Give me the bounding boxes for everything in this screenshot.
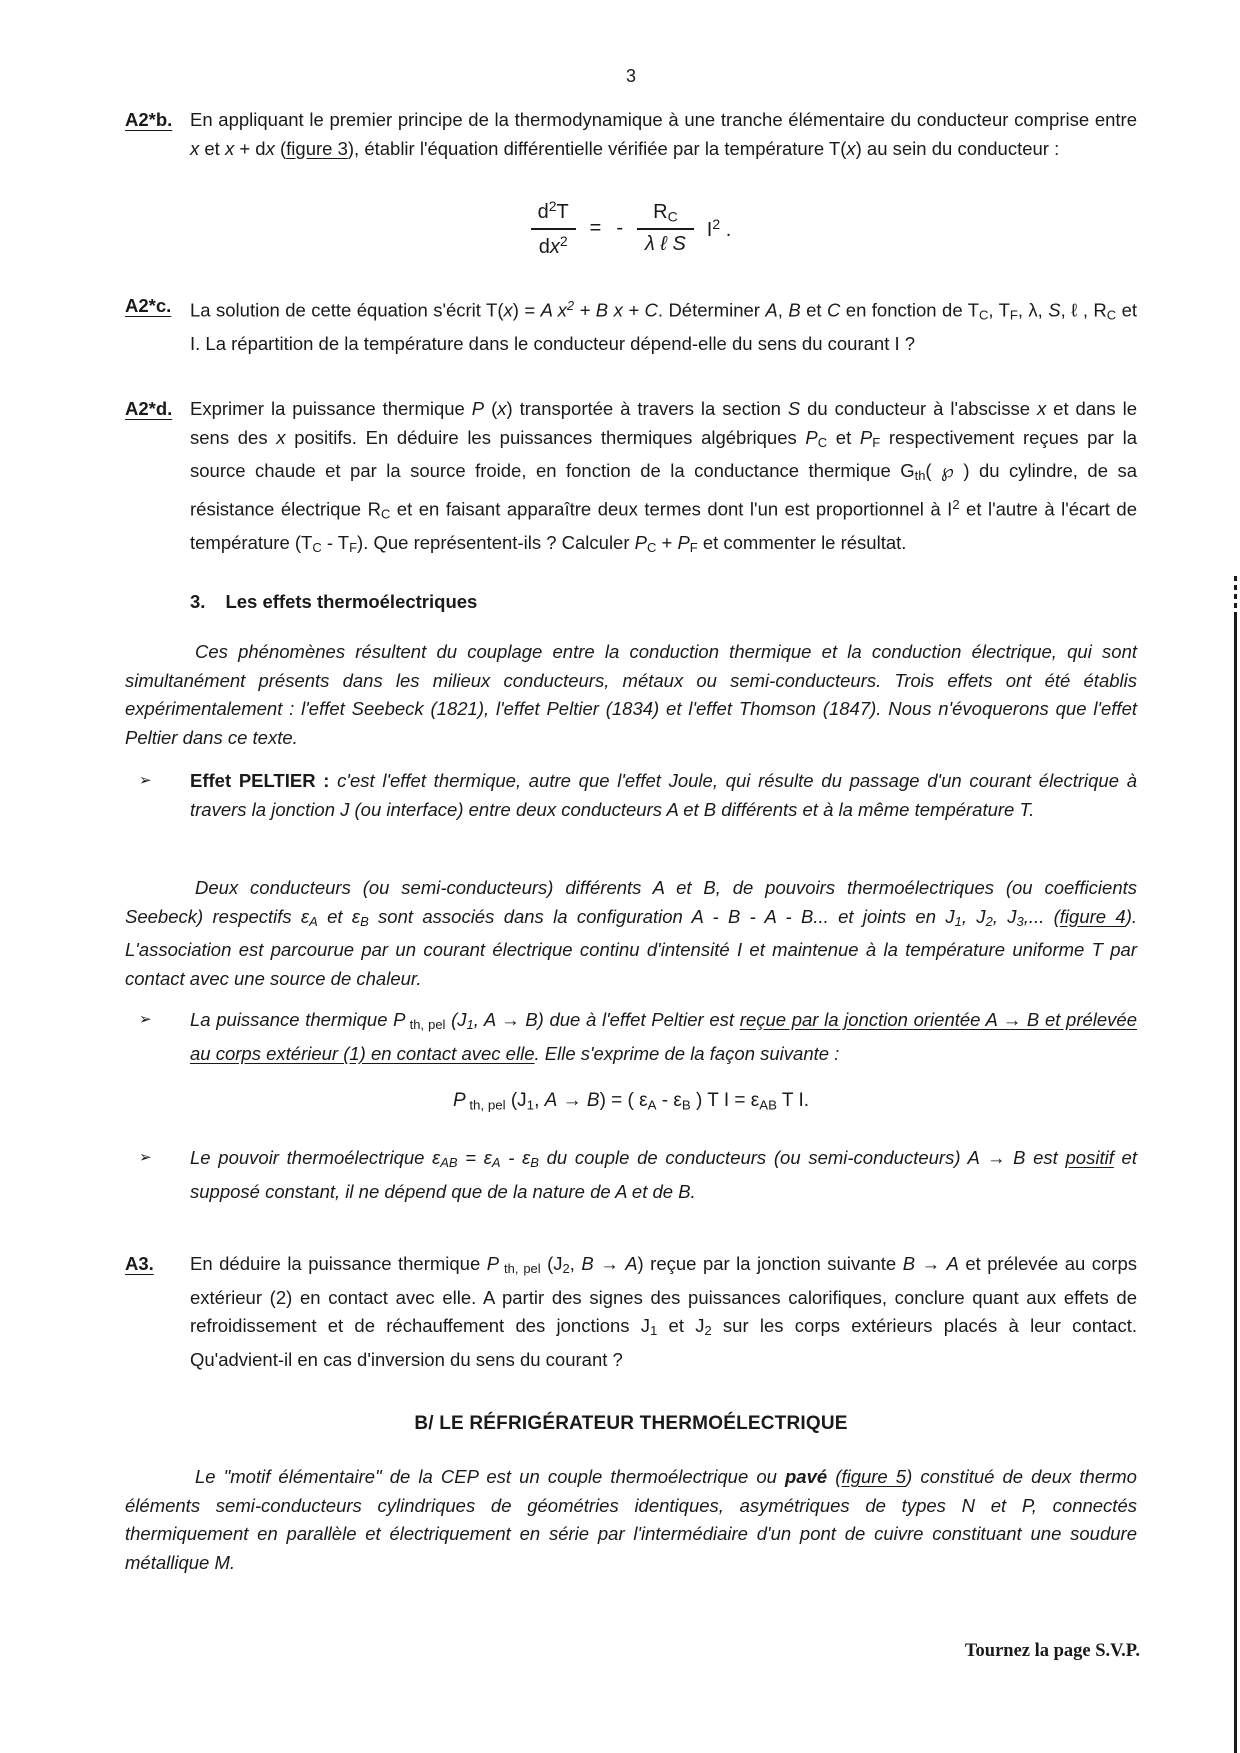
pave-paragraph xyxy=(125,1463,1137,1577)
text-run: B xyxy=(581,1253,594,1274)
question-a2c-text xyxy=(190,292,1137,359)
peltier-effect-bullet xyxy=(125,767,1137,824)
text-run: → xyxy=(593,1253,626,1274)
text-run: La puissance thermique xyxy=(190,1009,394,1030)
text-run: Effet PELTIER : xyxy=(190,770,338,791)
text-run: 2 xyxy=(985,913,993,929)
text-run: x xyxy=(276,426,286,448)
text-run: 2 xyxy=(562,1261,570,1277)
equals-sign: = xyxy=(589,217,602,239)
text-run: sur les corps extérieurs placés à leur contact. Qu'advient-il en cas d'inversion du sens du courant ? xyxy=(190,1315,1137,1370)
text-run: AB xyxy=(759,1097,777,1113)
text-run: x xyxy=(265,137,275,159)
text-run: ). L'association est parcourue par un courant électrique continu d'intensité I et maintenue à la température uniforme T par contact avec une source de chaleur. xyxy=(125,905,1138,989)
text-run: P xyxy=(471,398,485,419)
text-run: F xyxy=(349,540,358,556)
text-run: et I. La répartition de la température dans le conducteur dépend-elle du sens du courant I ? xyxy=(190,299,1138,355)
bullet-arrow-icon: ➢ xyxy=(139,772,152,789)
text-run: , xyxy=(569,1253,582,1274)
thermoelectric-coefficient-bullet xyxy=(125,1144,1137,1206)
text-run: P xyxy=(634,532,647,554)
text-run: 1 xyxy=(650,1323,658,1339)
text-run: th, pel xyxy=(465,1097,506,1113)
fraction-RC-lambda-l-S xyxy=(637,201,694,257)
text-run: 3 xyxy=(1016,913,1024,929)
fraction-denominator xyxy=(531,228,576,259)
question-a2c-label: A2*c. xyxy=(125,295,172,316)
text-run: positifs. En déduire les puissances thermiques algébriques xyxy=(285,426,806,448)
text-run: , A → B) due à l'effet Peltier est xyxy=(473,1009,740,1030)
text-run: P xyxy=(486,1253,500,1274)
text-run: 2 xyxy=(704,1323,712,1339)
text-run: Le pouvoir thermoélectrique ε xyxy=(190,1147,441,1168)
text-run: C xyxy=(312,540,322,556)
text-run: et ε xyxy=(317,905,361,927)
text-run: F xyxy=(689,540,698,556)
text-run: , ℓ , R xyxy=(1060,299,1107,321)
text-run: C xyxy=(667,208,678,225)
text-run: , λ, xyxy=(1017,299,1049,321)
text-run: th, pel xyxy=(405,1017,446,1033)
text-run: et xyxy=(800,299,827,321)
section-3-number: 3. xyxy=(190,591,206,612)
text-run: ,... ( xyxy=(1023,905,1060,927)
text-run: ( xyxy=(827,1466,842,1487)
peltier-effect-text xyxy=(190,767,1137,824)
text-run: En appliquant le premier principe de la thermodynamique à une tranche élémentaire du conducteur comprise entre xyxy=(190,109,1137,130)
text-run: sont associés dans la configuration A - B - A - B... et joints en J xyxy=(368,905,955,927)
text-run: En déduire la puissance thermique xyxy=(190,1253,487,1274)
text-run: B xyxy=(902,1253,916,1274)
bullet-arrow-icon: ➢ xyxy=(139,1011,152,1028)
text-run: ) au sein du conducteur : xyxy=(855,137,1060,159)
text-run: B xyxy=(530,1155,539,1171)
text-run: 1 xyxy=(526,1097,535,1113)
text-run: A xyxy=(946,1253,959,1274)
text-run: A xyxy=(309,913,318,929)
equation-heat-conduction xyxy=(125,198,1137,259)
text-run: Exprimer la puissance thermique xyxy=(190,398,472,419)
text-run: . xyxy=(720,218,732,241)
text-run: B xyxy=(788,299,801,321)
text-run: T I. xyxy=(777,1090,810,1111)
text-run: - ε xyxy=(656,1090,682,1111)
question-a3-label: A3. xyxy=(125,1253,154,1274)
thermoelectric-coefficient-text xyxy=(190,1144,1137,1206)
text-run: figure 3 xyxy=(286,137,348,159)
text-run: Deux conducteurs (ou semi-conducteurs) différents A et B, de pouvoirs thermoélectriques (ou coefficients Seebeck) respectifs ε xyxy=(125,877,1137,927)
text-run: S xyxy=(1048,299,1061,321)
text-run: A xyxy=(765,299,778,321)
text-run: et commenter le résultat. xyxy=(697,532,907,554)
text-run: ), établir l'équation différentielle vérifiée par la température T( xyxy=(347,137,847,159)
page-number: 3 xyxy=(625,66,636,86)
text-run: 2 xyxy=(952,496,960,512)
text-run: du conducteur à l'abscisse xyxy=(800,398,1037,419)
text-run: + xyxy=(656,532,678,554)
text-run: (J xyxy=(540,1253,563,1274)
conductors-paragraph xyxy=(125,874,1137,993)
text-run: , xyxy=(777,299,789,321)
text-run: et J xyxy=(657,1315,705,1337)
text-run: . Déterminer xyxy=(657,299,766,321)
question-a2d xyxy=(125,395,1137,563)
text-run: x xyxy=(190,137,200,159)
text-run: et prélevée au corps extérieur (2) en contact avec elle. A partir des signes des puissances calorifiques, conclure quant aux effets de refroidissement et de réchauffement des jonctions J xyxy=(190,1253,1138,1337)
text-run: (J xyxy=(445,1009,467,1030)
text-run: - ε xyxy=(500,1147,531,1168)
fraction-d2T-dx2 xyxy=(531,198,576,259)
text-run: , J xyxy=(992,905,1017,927)
text-run: ( xyxy=(484,398,498,419)
question-a2d-label: A2*d. xyxy=(125,398,173,419)
text-run: , xyxy=(534,1090,545,1111)
text-run: x xyxy=(846,137,856,159)
text-run: figure 4 xyxy=(1059,905,1126,927)
text-run: F xyxy=(872,434,881,450)
text-run: = ε xyxy=(457,1147,492,1168)
text-run: A xyxy=(544,1090,558,1111)
text-run: C xyxy=(817,434,828,450)
minus-sign: - xyxy=(616,217,624,239)
text-run: B xyxy=(681,1097,691,1113)
scan-edge-dashed-line xyxy=(1234,576,1237,614)
fraction-denominator xyxy=(637,228,694,256)
text-run: th xyxy=(914,468,926,484)
question-a2d-text xyxy=(190,395,1137,563)
text-run: A xyxy=(491,1155,501,1171)
text-run: x xyxy=(549,236,560,258)
text-run: ( xyxy=(274,137,287,159)
text-run: ) transportée à travers la section xyxy=(506,398,788,419)
text-run: 2 xyxy=(566,298,575,313)
text-run: C xyxy=(647,540,657,556)
fraction-numerator xyxy=(532,198,575,228)
text-run: 2 xyxy=(559,233,568,249)
text-run: - T xyxy=(321,532,350,554)
question-a3-text xyxy=(190,1250,1137,1374)
text-run: th, pel xyxy=(499,1261,541,1277)
section-3-heading xyxy=(190,588,1137,617)
text-run: La solution de cette équation s'écrit T( xyxy=(190,299,504,321)
text-run: T xyxy=(556,201,569,223)
text-run: B xyxy=(360,913,369,929)
text-run: ) constitué de deux thermo éléments semi-conducteurs cylindriques de géométries identiques, asymétriques de types N et P, connectés thermiquement en parallèle et électriquement en série par l'intermédiaire d'un pont de cuivre constituant une soudure métallique M. xyxy=(125,1466,1137,1573)
thermal-power-text xyxy=(190,1006,1137,1068)
fraction-numerator xyxy=(647,201,684,229)
text-run: , J xyxy=(961,905,986,927)
text-run: P xyxy=(677,532,690,554)
footer-turn-page: Tournez la page S.V.P. xyxy=(964,1641,1140,1661)
text-run: → xyxy=(557,1090,587,1111)
text-run: → xyxy=(915,1253,947,1274)
text-run: x xyxy=(497,398,507,419)
text-run: λ ℓ S xyxy=(645,233,686,256)
question-a2c xyxy=(125,292,1137,359)
question-a3 xyxy=(125,1250,1137,1374)
text-run: Ces phénomènes résultent du couplage entre la conduction thermique et la conduction électrique, qui sont simultanément présents dans les milieux conducteurs, métaux ou semi-conducteurs. Trois effets ont été établis expérimentalement : l'effet Seebeck (1821), l'effet Peltier (1834) et l'effet Thomson (1847). Nous n'évoquerons que l'effet Peltier dans ce texte. xyxy=(125,641,1137,748)
text-run: A xyxy=(647,1097,657,1113)
thermal-power-bullet xyxy=(125,1006,1137,1068)
text-run: ). Que représentent-ils ? Calculer xyxy=(357,532,635,554)
text-run: ) = ( ε xyxy=(599,1090,648,1111)
text-run: pavé xyxy=(785,1466,828,1487)
section-b-heading: B/ LE RÉFRIGÉRATEUR THERMOÉLECTRIQUE xyxy=(414,1413,848,1434)
text-run: AB xyxy=(440,1155,458,1171)
question-a2b-text xyxy=(190,106,1137,163)
text-run: du couple de conducteurs (ou semi-conducteurs) A → B est xyxy=(538,1147,1066,1168)
text-run: reçue par la jonction orientée A → B et prélevée au corps extérieur (1) en contact avec elle xyxy=(190,1009,1138,1064)
text-run: + d xyxy=(234,137,266,159)
question-a2b-label: A2*b. xyxy=(125,109,173,130)
text-run: S xyxy=(787,398,801,419)
text-run: x xyxy=(1036,398,1047,419)
text-run: et dans le sens des xyxy=(190,398,1138,448)
text-run: B xyxy=(586,1090,600,1111)
text-run: et en faisant apparaître deux termes dont l'un est proportionnel à I xyxy=(390,498,953,520)
bullet-arrow-icon: ➢ xyxy=(139,1149,152,1166)
text-run: 2 xyxy=(712,215,721,232)
text-run: en fonction de T xyxy=(840,299,980,321)
text-run: figure 5 xyxy=(841,1466,907,1487)
text-run: , T xyxy=(988,299,1010,321)
text-run: ) reçue par la jonction suivante xyxy=(637,1253,903,1274)
text-run: I xyxy=(706,218,713,241)
text-run: ( ℘ ) du cylindre, de sa résistance électrique R xyxy=(190,460,1137,520)
text-run: d xyxy=(538,236,550,258)
text-run: P xyxy=(805,426,818,448)
section-3-title: Les effets thermoélectriques xyxy=(225,591,478,612)
text-run: positif xyxy=(1065,1147,1114,1168)
text-run: C xyxy=(826,299,841,321)
text-run: A xyxy=(625,1253,638,1274)
peltier-power-equation xyxy=(125,1086,1137,1120)
text-run: + B x + C xyxy=(574,299,658,321)
text-run: Le "motif élémentaire" de la CEP est un couple thermoélectrique ou xyxy=(195,1466,785,1487)
text-run: c'est l'effet thermique, autre que l'effet Joule, qui résulte du passage d'un courant électrique à travers la jonction J (ou interface) entre deux conducteurs A et B différents et à la même température T. xyxy=(190,770,1137,820)
text-run: et xyxy=(827,426,860,448)
text-run: P xyxy=(859,426,873,448)
text-run: P xyxy=(393,1009,406,1030)
i-squared-term xyxy=(707,216,731,242)
text-run: d xyxy=(537,201,549,223)
text-run: x xyxy=(224,137,235,159)
text-run: et xyxy=(199,137,225,159)
text-run: ) = xyxy=(512,299,541,321)
question-a2b xyxy=(125,106,1137,163)
text-run: et supposé constant, il ne dépend que de la nature de A et de B. xyxy=(190,1147,1137,1202)
text-run: ) T I = ε xyxy=(690,1090,760,1111)
text-run: C xyxy=(380,506,391,522)
text-run: P xyxy=(452,1090,466,1111)
text-run: . Elle s'exprime de la façon suivante : xyxy=(534,1042,840,1064)
text-run: C xyxy=(1106,307,1117,323)
text-run: et l'autre à l'écart de température (T xyxy=(190,498,1137,554)
text-run: R xyxy=(653,200,668,223)
intro-paragraph xyxy=(125,638,1137,752)
text-run: respectivement reçues par la source chaude et par la source froide, en fonction de la conductance thermique G xyxy=(190,426,1137,482)
text-run: 2 xyxy=(548,198,557,214)
text-run: C xyxy=(979,307,989,323)
text-run: x xyxy=(503,299,513,321)
text-run: 1 xyxy=(466,1017,474,1033)
text-run: 1 xyxy=(954,913,962,929)
scan-edge-line xyxy=(1234,612,1237,1753)
text-run: (J xyxy=(505,1090,527,1111)
text-run: A x xyxy=(540,299,567,321)
text-run: F xyxy=(1009,307,1018,323)
